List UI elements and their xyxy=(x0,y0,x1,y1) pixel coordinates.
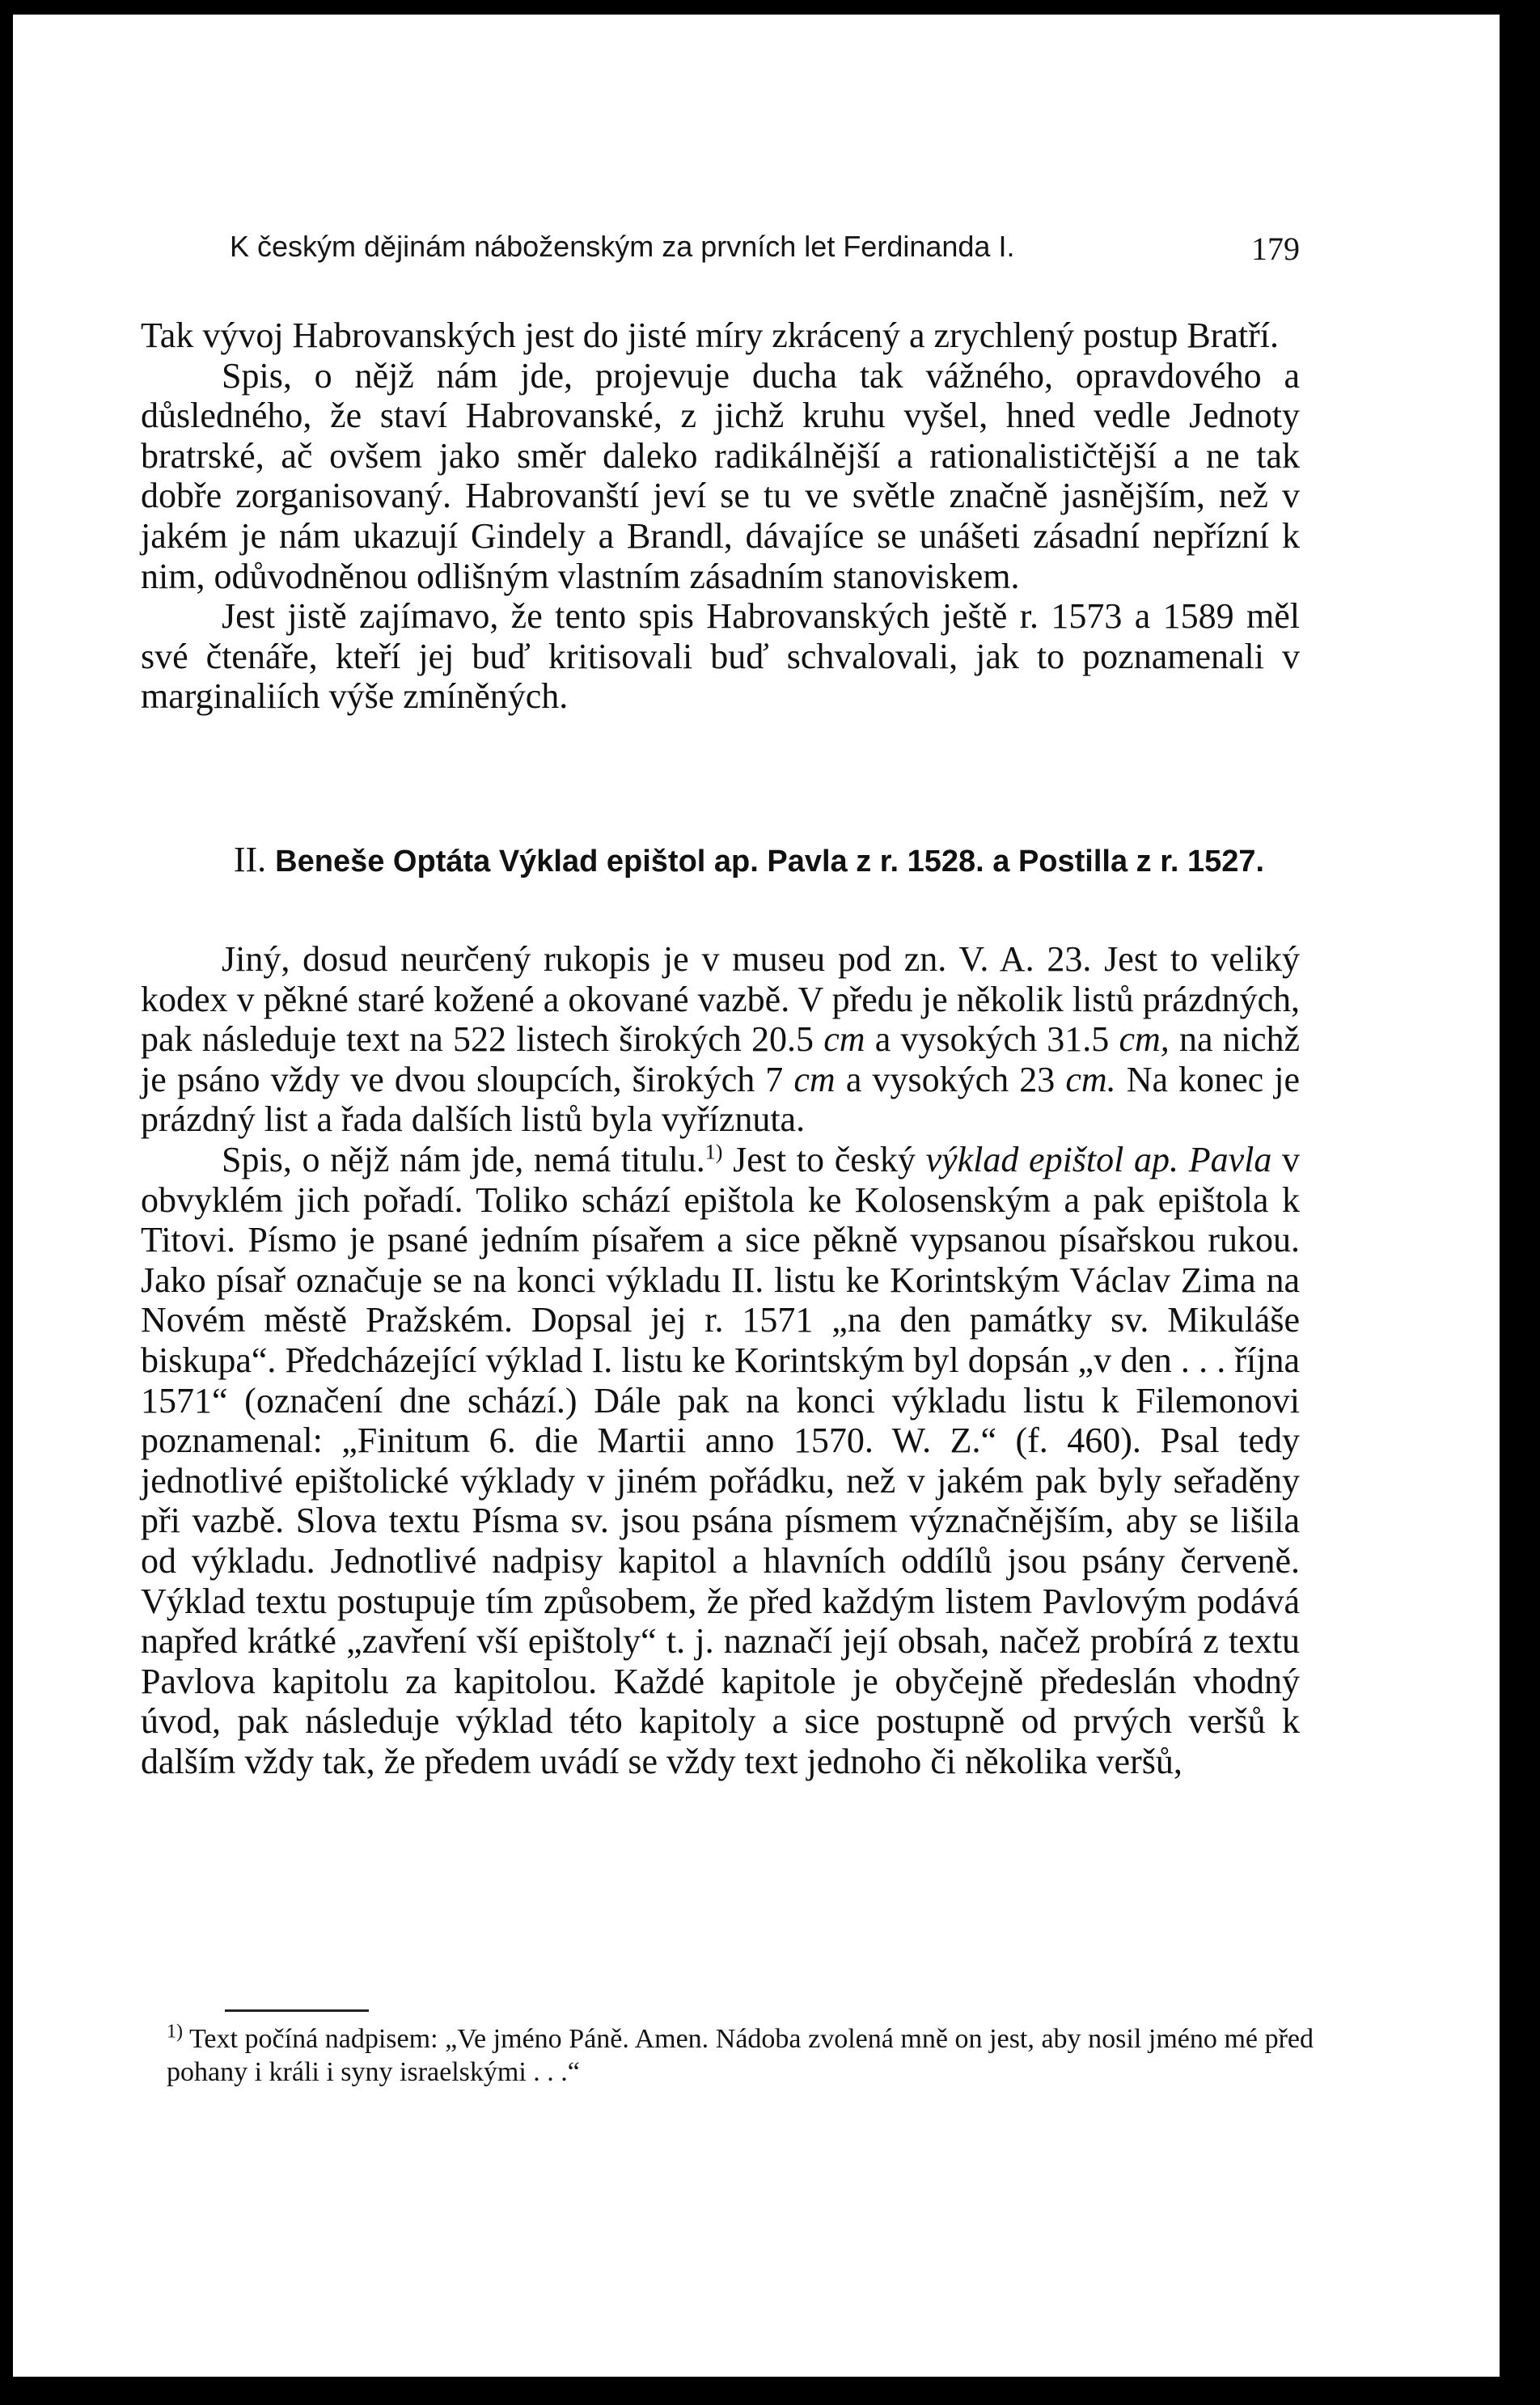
paragraph: Jest jistě zajímavo, že tento spis Habrovanských ještě r. 1573 a 1589 měl své čtenáře, kteří jej buď kritisovali buď schvalovali, jak to poznamenali v marginaliích výše zmíněných. xyxy=(141,596,1300,717)
paragraph xyxy=(141,939,1300,1140)
text-run: Na konec je prázdný list a řada dalších listů byla vyříznuta. xyxy=(141,1059,1301,1140)
footnote-reference: 1) xyxy=(704,1140,723,1164)
section-title: Beneše Optáta Výklad epištol ap. Pavla z r. 1528. a Postilla z r. 1527. xyxy=(275,845,1265,879)
text-run: a vysokých 31.5 xyxy=(874,1019,1110,1060)
text-run: a vysokých 23 xyxy=(845,1059,1056,1099)
paragraph xyxy=(141,1140,1300,1782)
text-run: na nichž je psáno vždy ve dvou sloupcích, širokých 7 xyxy=(141,1019,1301,1099)
footnote-text: Text počíná nadpisem: „Ve jméno Páně. Amen. Nádoba zvolená mně on jest, aby nosil jméno mé před pohany i králi i syny israelskými . . .“ xyxy=(167,2024,1314,2087)
text-run: Jest to český xyxy=(733,1139,916,1179)
footnote-divider xyxy=(225,2009,369,2012)
text-run: Spis, o nějž nám jde, nemá titulu. xyxy=(222,1139,705,1179)
running-head-title: K českým dějinám náboženským za prvních let Ferdinanda I. xyxy=(230,230,1015,263)
unit: cm, xyxy=(1119,1019,1170,1060)
section-number: II. xyxy=(233,840,267,879)
page-number: 179 xyxy=(1251,231,1300,267)
paragraph: Spis, o nějž nám jde, projevuje ducha tak vážného, opravdového a důsledného, že staví Habrovanské, z jichž kruhu vyšel, hned vedle Jednoty bratrské, ač ovšem jako směr daleko radikálnější a rationalističtější a ne tak dobře zorganisovaný. Habrovanští jeví se tu ve světle značně jasnějším, než v jakém je nám ukazují Gindely a Brandl, dávajíce se unášeti zásadní nepřízní k nim, odůvodněnou odlišným vlastním zásadním stanoviskem. xyxy=(141,355,1300,596)
footnote-mark: 1) xyxy=(167,2021,183,2043)
footnote xyxy=(167,2022,1314,2089)
text-run: Jiný, dosud neurčený rukopis je v museu pod zn. V. A. 23. Jest to veliký kodex v pěkné staré kožené a okované vazbě. V předu je několik listů prázdných, pak následuje text na 522 listech širokých 20.5 xyxy=(141,939,1300,1060)
main-text-block xyxy=(141,939,1300,1781)
page xyxy=(13,15,1500,2377)
section-heading xyxy=(195,840,1303,882)
text-run: v obvyklém jich pořadí. Toliko schází epištola ke Kolosenským a pak epištola k Titovi. Písmo je psané jedním písařem a sice pěkně vypsanou písařskou rukou. Jako písař označuje se na konci výkladu II. listu ke Korintským Václav Zima na Novém městě Pražském. Dopsal jej r. 1571 „na den památky sv. Mikuláše biskupa“. Předcházející výklad I. listu ke Korintským byl dopsán „v den . . . října 1571“ (označení dne schází.) Dále pak na konci výkladu listu k Filemonovi poznamenal: „Finitum 6. die Martii anno 1570. W. Z.“ (f. 460). Psal tedy jednotlivé epištolické výklady v jiném pořádku, než v jakém pak byly seřaděny při vazbě. Slova textu Písma sv. jsou psána písmem význačnějším, aby se lišila od výkladu. Jednotlivé nadpisy kapitol a hlavních oddílů jsou psány červeně. Výklad textu postupuje tím způsobem, že před každým listem Pavlovým podává napřed krátké „zavření vší epištoly“ t. j. naznačí její obsah, načež probírá z textu Pavlova kapitolu za kapitolou. Každé kapitole je obyčejně předeslán vhodný úvod, pak následuje výklad této kapitoly a sice postupně od prvých veršů k dalším vždy tak, že předem uvádí se vždy text jednoho či několika veršů, xyxy=(141,1139,1301,1781)
running-head xyxy=(230,230,1300,267)
unit: cm. xyxy=(1065,1059,1116,1099)
unit: cm xyxy=(793,1059,836,1099)
paragraph: Tak vývoj Habrovanských jest do jisté míry zkrácený a zrychlený postup Bratří. xyxy=(141,315,1279,355)
unit: cm xyxy=(823,1019,865,1060)
work-title: výklad epištol ap. Pavla xyxy=(925,1139,1272,1179)
intro-text-block xyxy=(141,315,1300,717)
